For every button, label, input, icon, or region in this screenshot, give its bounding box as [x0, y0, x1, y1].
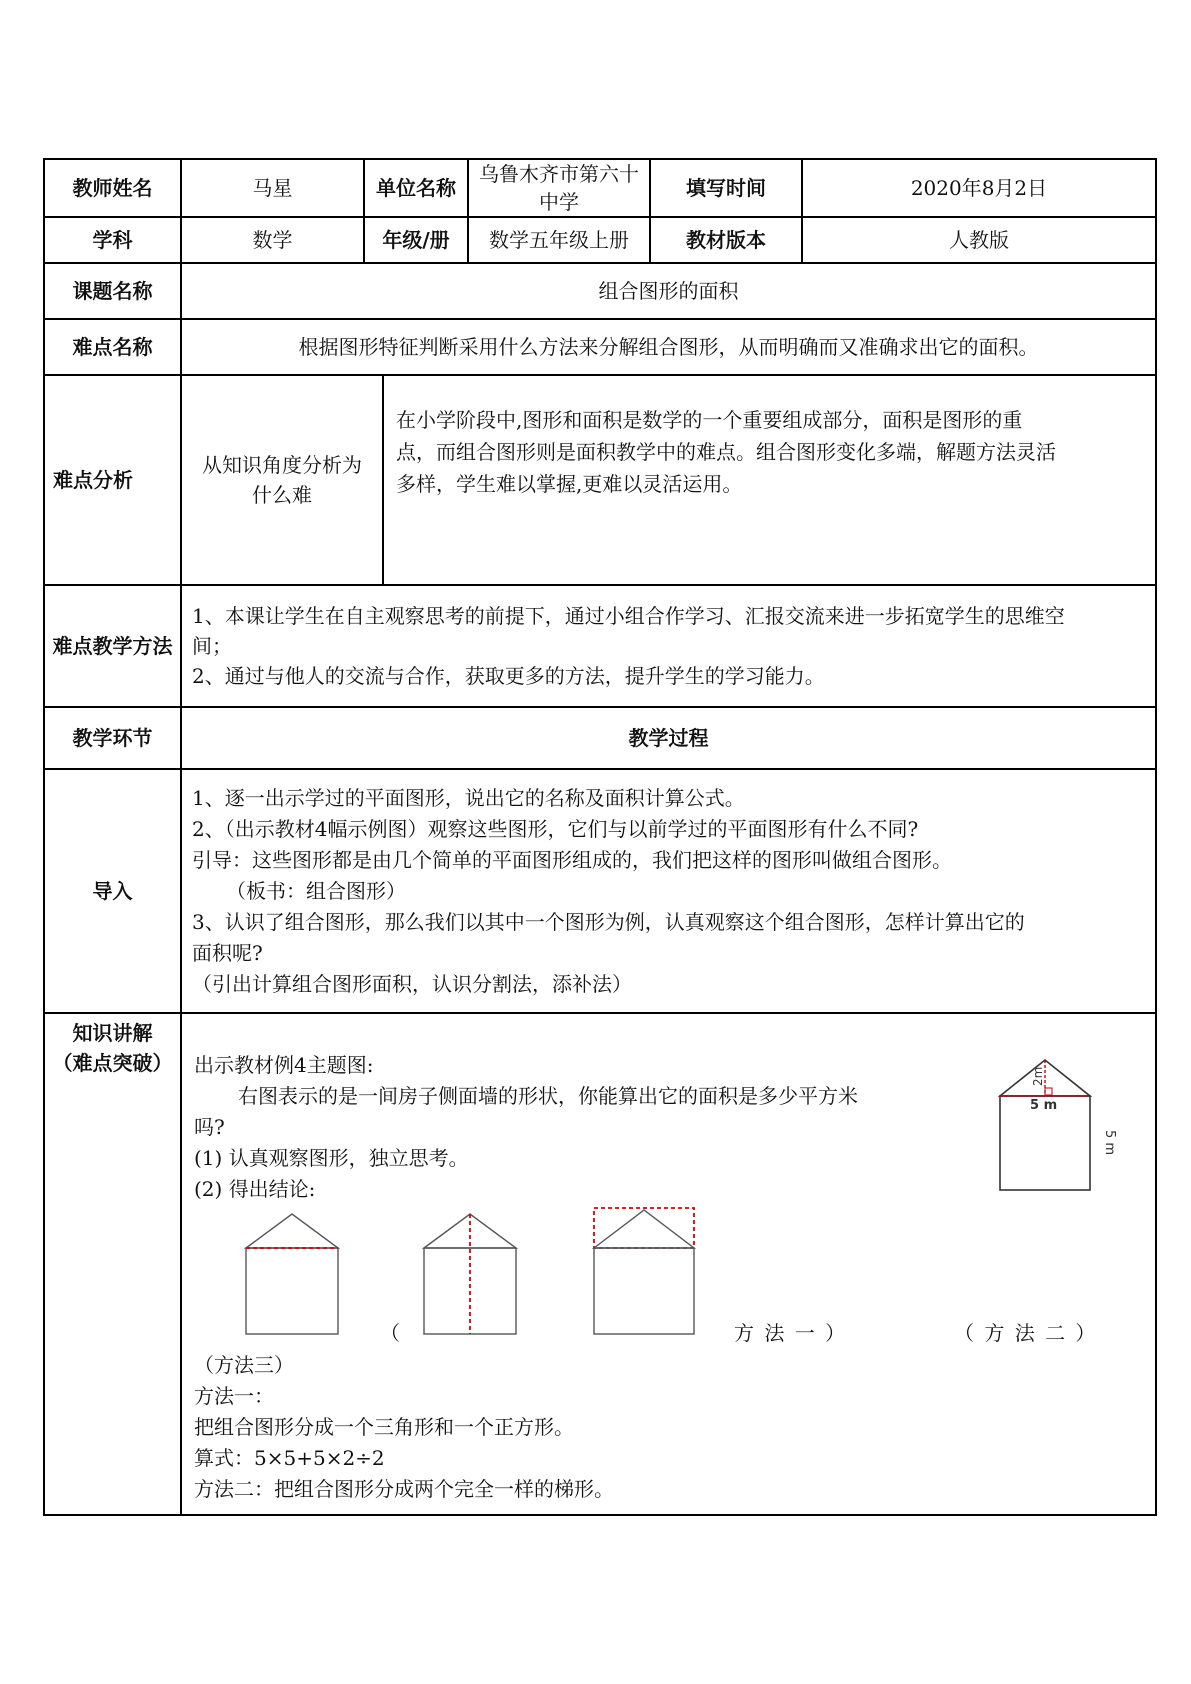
unit-value	[468, 159, 650, 217]
method2-caption: （ 方 法 二 ）	[954, 1321, 1098, 1345]
intro-label: 导入	[44, 769, 181, 1013]
knowledge-label	[44, 1013, 181, 1515]
difficulty-analysis-cell	[181, 375, 1156, 585]
method2-figure	[422, 1210, 518, 1336]
intro-line: （引出计算组合图形面积，认识分割法，添补法）	[192, 971, 632, 996]
topic-label: 课题名称	[44, 263, 181, 319]
topic-value: 组合图形的面积	[181, 263, 1156, 319]
method1-title: 方法一：	[194, 1384, 274, 1408]
edition-value: 人教版	[802, 217, 1156, 263]
process-section-label: 教学环节	[44, 707, 181, 769]
intro-line: 1、逐一出示学过的平面图形，说出它的名称及面积计算公式。	[192, 785, 745, 810]
teaching-method-label: 难点教学方法	[44, 585, 181, 707]
fill-time-label: 填写时间	[650, 159, 802, 217]
subject-value: 数学	[181, 217, 364, 263]
knowledge-show-line: 出示教材例4主题图:	[194, 1053, 374, 1077]
analysis-line: 点，而组合图形则是面积教学中的难点。组合图形变化多端，解题方法灵活	[396, 440, 1056, 464]
figure-side-label: 5 m	[1102, 1130, 1117, 1156]
difficulty-analysis-label: 难点分析	[44, 375, 181, 585]
house-wall-figure	[990, 1052, 1132, 1194]
knowledge-content	[181, 1013, 1156, 1515]
knowledge-question-line2: 吗?	[194, 1115, 225, 1139]
unit-value-line2: 中学	[539, 190, 579, 214]
method2-description: 方法二：把组合图形分成两个完全一样的梯形。	[194, 1477, 614, 1501]
method-line: 间；	[192, 634, 232, 658]
analysis-line: 多样，学生难以掌握,更难以灵活运用。	[396, 472, 743, 496]
process-header-row	[44, 707, 1156, 769]
teacher-label: 教师姓名	[44, 159, 181, 217]
process-title: 教学过程	[181, 707, 1156, 769]
grade-value: 数学五年级上册	[468, 217, 650, 263]
intro-line: 2、（出示教材4幅示例图）观察这些图形，它们与以前学过的平面图形有什么不同?	[192, 816, 919, 841]
analysis-sub-label-line2: 什么难	[252, 483, 312, 507]
difficulty-name-value: 根据图形特征判断采用什么方法来分解组合图形，从而明确而又准确求出它的面积。	[181, 319, 1156, 375]
knowledge-question-line1: 右图表示的是一间房子侧面墙的形状，你能算出它的面积是多少平方米	[238, 1084, 858, 1108]
edition-label: 教材版本	[650, 217, 802, 263]
fill-time-value: 2020年8月2日	[802, 159, 1156, 217]
method1-caption: 方 法 一 ）	[734, 1321, 848, 1345]
topic-row	[44, 263, 1156, 319]
intro-line: （板书：组合图形）	[226, 878, 406, 903]
teaching-method-row	[44, 585, 1156, 707]
header-row-1	[44, 159, 1156, 217]
analysis-text	[384, 376, 1155, 584]
intro-line: 3、认识了组合图形，那么我们以其中一个图形为例，认真观察这个组合图形，怎样计算出它的	[192, 909, 1025, 934]
knowledge-label-line1: 知识讲解	[72, 1021, 153, 1045]
method1-description: 把组合图形分成一个三角形和一个正方形。	[194, 1415, 574, 1439]
lesson-plan-table	[43, 158, 1157, 1516]
intro-row	[44, 769, 1156, 1013]
figure-height-label: 2m	[1031, 1066, 1045, 1086]
paren-open: （	[380, 1321, 400, 1345]
grade-label: 年级/册	[364, 217, 468, 263]
method3-figure	[592, 1206, 696, 1338]
difficulty-analysis-row	[44, 375, 1156, 585]
intro-text	[181, 769, 1156, 1013]
figure-width-label: 5 m	[1030, 1098, 1058, 1113]
knowledge-row	[44, 1013, 1156, 1515]
analysis-sub-label-line1: 从知识角度分析为	[202, 453, 362, 477]
analysis-sub-label	[182, 376, 384, 584]
intro-line: 面积呢?	[192, 940, 263, 965]
difficulty-name-label: 难点名称	[44, 319, 181, 375]
method-line: 1、本课让学生在自主观察思考的前提下，通过小组合作学习、汇报交流来进一步拓宽学生的思维空	[192, 604, 1065, 628]
step-conclusion: (2) 得出结论:	[194, 1177, 316, 1201]
method-line: 2、通过与他人的交流与合作，获取更多的方法，提升学生的学习能力。	[192, 664, 825, 688]
method1-figure	[244, 1210, 340, 1336]
unit-label: 单位名称	[364, 159, 468, 217]
analysis-line: 在小学阶段中,图形和面积是数学的一个重要组成部分，面积是图形的重	[396, 408, 1023, 432]
method1-formula: 算式：5×5+5×2÷2	[194, 1446, 385, 1470]
header-row-2	[44, 217, 1156, 263]
teaching-method-text	[181, 585, 1156, 707]
intro-line: 引导：这些图形都是由几个简单的平面图形组成的，我们把这样的图形叫做组合图形。	[192, 847, 952, 872]
knowledge-label-line2: （难点突破）	[52, 1051, 173, 1075]
unit-value-line1: 乌鲁木齐市第六十	[479, 162, 639, 186]
subject-label: 学科	[44, 217, 181, 263]
step-observe: (1) 认真观察图形，独立思考。	[194, 1146, 469, 1170]
method3-caption: （方法三）	[194, 1353, 294, 1377]
difficulty-name-row	[44, 319, 1156, 375]
teacher-value: 马星	[181, 159, 364, 217]
